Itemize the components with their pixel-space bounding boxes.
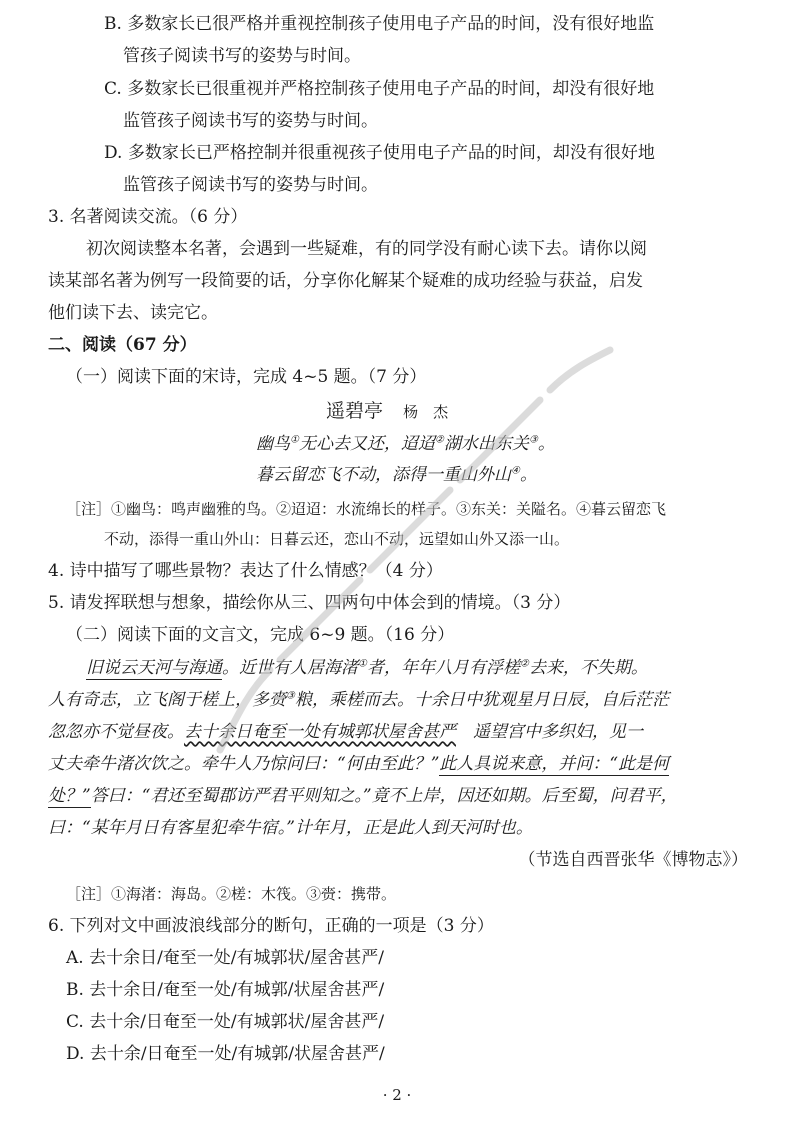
classical-intro: （二）阅读下面的文言文，完成 6~9 题。（16 分） (66, 625, 455, 645)
poem-title: 遥碧亭 (326, 400, 384, 422)
question-5: 5. 请发挥联想与想象，描绘你从三、四两句中体会到的情境。（3 分） (48, 593, 571, 613)
classical-line-6: 曰：“某年月日有客星犯牵牛宿。”计年月，正是此人到天河时也。 (48, 818, 533, 838)
classical-note: ［注］①海渚：海岛。②槎：木筏。③赍：携带。 (66, 885, 397, 903)
classical-source: （节选自西晋张华《博物志》） (518, 850, 748, 870)
classical-line-5: 处？”答曰：“君还至蜀郡访严君平则知之。”竟不上岸，因还如期。后至蜀，问君平， (48, 786, 678, 806)
poem-note-2: 不动，添得一重山外山：日暮云还，恋山不动，远望如山外又添一山。 (104, 530, 570, 548)
classical-line-1: 旧说云天河与海通。近世有人居海渚①者，年年八月有浮槎②去来，不失期。 (86, 658, 648, 678)
poem-line-2: 暮云留恋飞不动，添得一重山外山④。 (256, 465, 537, 485)
poem-intro: （一）阅读下面的宋诗，完成 4~5 题。（7 分） (66, 367, 427, 387)
page-number: · 2 · (382, 1086, 412, 1104)
poem-note-1: ［注］①幽鸟：鸣声幽雅的鸟。②迢迢：水流绵长的样子。③东关：关隘名。④暮云留恋飞 (66, 500, 667, 518)
option-d-line1: D. 多数家长已严格控制并很重视孩子使用电子产品的时间，却没有很好地 (104, 143, 655, 163)
option-c-line2: 监管孩子阅读书写的姿势与时间。 (123, 111, 378, 131)
question-3-para1: 初次阅读整本名著，会遇到一些疑难，有的同学没有耐心读下去。请你以阅 (86, 239, 647, 259)
option-b-line1: B. 多数家长已很严格并重视控制孩子使用电子产品的时间，没有很好地监 (104, 14, 655, 34)
classical-line-2: 人有奇志，立飞阁于槎上，多赍③粮，乘槎而去。十余日中犹观星月日辰，自后茫茫 (48, 690, 669, 710)
poem-title-line (326, 399, 448, 424)
poem-line-1: 幽鸟①无心去又还，迢迢②湖水出东关③。 (256, 434, 555, 454)
option-d-line2: 监管孩子阅读书写的姿势与时间。 (123, 175, 378, 195)
question-6-option-b: B. 去十余日/奄至一处/有城郭/状屋舍甚严/ (66, 980, 385, 1000)
question-4: 4. 诗中描写了哪些景物？表达了什么情感？（4 分） (48, 561, 443, 581)
question-3-para3: 他们读下去、读完它。 (48, 303, 218, 323)
poem-author: 杨 杰 (403, 403, 449, 421)
classical-line-4: 丈夫牵牛渚次饮之。牵牛人乃惊问曰：“何由至此？”此人具说来意，并问：“此是何 (48, 754, 670, 774)
question-6-option-d: D. 去十余/日奄至一处/有城郭/状屋舍甚严/ (66, 1044, 385, 1064)
question-6-option-c: C. 去十余/日奄至一处/有城郭状/屋舍甚严/ (66, 1012, 385, 1032)
question-3-para2: 读某部名著为例写一段简要的话，分享你化解某个疑难的成功经验与获益，启发 (48, 271, 643, 291)
classical-line-3: 忽忽亦不觉昼夜。去十余日奄至一处有城郭状屋舍甚严 遥望宫中多织妇，见一 (48, 722, 643, 742)
question-6-title: 6. 下列对文中画波浪线部分的断句，正确的一项是（3 分） (48, 916, 494, 936)
question-6-option-a: A. 去十余日/奄至一处/有城郭状/屋舍甚严/ (66, 948, 384, 968)
option-c-line1: C. 多数家长已很重视并严格控制孩子使用电子产品的时间，却没有很好地 (104, 79, 655, 99)
option-b-line2: 管孩子阅读书写的姿势与时间。 (123, 46, 361, 66)
question-3-title: 3. 名著阅读交流。（6 分） (48, 207, 248, 227)
section-2-title: 二、阅读（67 分） (48, 335, 197, 355)
